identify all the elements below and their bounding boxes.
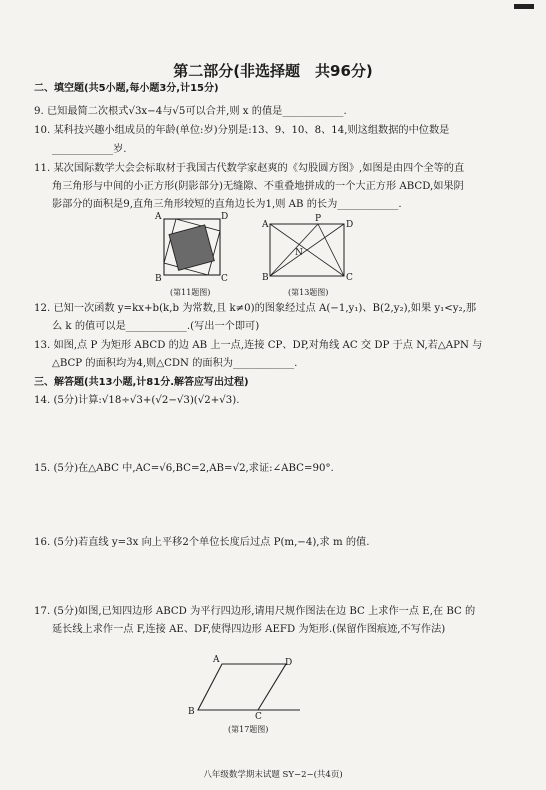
fig11-label-c: C (221, 274, 228, 284)
fig11-caption: (第11题图) (170, 288, 211, 297)
fig11-label-d: D (221, 212, 229, 222)
question-13-line2: △BCP 的面积均为4,则△CDN 的面积为____________. (52, 358, 298, 369)
fig11-label-a: A (155, 212, 162, 222)
corner-mark (508, 4, 538, 12)
question-14: 14. (5分)计算:√18÷√3+(√2−√3)(√2+√3). (34, 395, 240, 406)
fig13-label-c: C (346, 273, 353, 283)
fig11-label-b: B (155, 274, 162, 284)
fig13-caption: (第13题图) (288, 288, 329, 297)
fig13-label-a: A (262, 220, 269, 230)
section-fill-blank-header: 二、填空题(共5小题,每小题3分,计15分) (34, 83, 219, 94)
question-17-line1: 17. (5分)如图,已知四边形 ABCD 为平行四边形,请用尺规作图法在边 BC 上求作一点 E,在 BC 的 (34, 606, 476, 617)
fig13-label-n: N (295, 248, 303, 258)
fig13-label-b: B (262, 273, 269, 283)
question-11-line2: 角三角形与中间的小正方形(阴影部分)无缝隙、不重叠地拼成的一个大正方形 ABCD,如果阴 (52, 181, 464, 192)
question-11-line3: 影部分的面积是9,直角三角形较短的直角边长为1,则 AB 的长为____________. (52, 199, 402, 210)
fig13-label-p: P (315, 214, 322, 224)
question-16: 16. (5分)若直线 y=3x 向上平移2个单位长度后过点 P(m,−4),求 m 的值. (34, 537, 370, 548)
question-9: 9. 已知最简二次根式√3x−4与√5可以合并,则 x 的值是____________. (34, 106, 347, 117)
question-17-line2: 延长线上求作一点 F,连接 AE、DF,使得四边形 AEFD 为矩形.(保留作图痕迹,不写作法) (52, 624, 446, 635)
fig17-label-c: C (255, 712, 262, 722)
question-10-line1: 10. 某科技兴趣小组成员的年龄(单位:岁)分别是:13、9、10、8、14,则这组数据的中位数是 (34, 125, 450, 136)
question-11-line1: 11. 某次国际数学大会会标取材于我国古代数学家赵爽的《勾股圆方图》,如图是由四个全等的直 (34, 163, 465, 174)
fig17-label-b: B (188, 707, 195, 717)
figure-11-pinwheel (160, 214, 230, 284)
section-solve-header: 三、解答题(共13小题,计81分.解答应写出过程) (34, 377, 249, 388)
question-13-line1: 13. 如图,点 P 为矩形 ABCD 的边 AB 上一点,连接 CP、DP,对角线 AC 交 DP 于点 N,若△APN 与 (34, 340, 483, 351)
question-12-line1: 12. 已知一次函数 y=kx+b(k,b 为常数,且 k≠0)的图象经过点 A(−1,y₁)、B(2,y₂),如果 y₁<y₂,那 (34, 303, 477, 314)
figure-13-rectangle (268, 218, 352, 280)
page-footer: 八年级数学期末试题 SY−2−(共4页) (203, 770, 343, 780)
question-12-line2: 么 k 的值可以是____________.(写出一个即可) (52, 321, 260, 332)
question-10-line2: ____________岁. (52, 144, 127, 155)
part-title: 第二部分(非选择题 共96分) (173, 62, 373, 80)
fig13-label-d: D (346, 220, 354, 230)
fig17-label-a: A (213, 655, 220, 665)
question-15: 15. (5分)在△ABC 中,AC=√6,BC=2,AB=√2,求证:∠ABC=90°. (34, 463, 334, 474)
fig17-caption: (第17题图) (228, 725, 269, 734)
fig17-label-d: D (285, 658, 293, 668)
